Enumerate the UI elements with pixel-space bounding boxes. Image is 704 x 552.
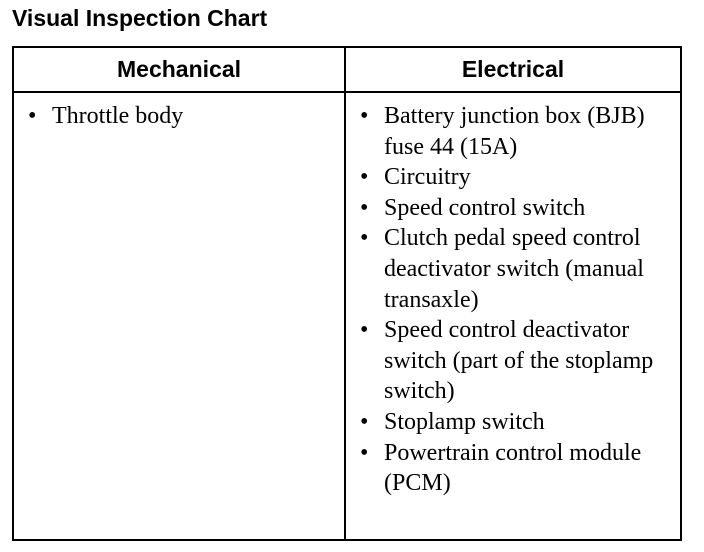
bullet-icon: • <box>360 194 369 221</box>
electrical-list <box>356 101 674 499</box>
list-item <box>356 438 674 499</box>
header-row <box>13 47 681 92</box>
list-item <box>356 407 674 438</box>
item-text: Stoplamp switch <box>384 408 545 435</box>
list-item <box>356 101 674 162</box>
mechanical-header: Mechanical <box>13 47 345 92</box>
bullet-icon: • <box>360 103 369 129</box>
list-item <box>356 193 674 224</box>
bullet-icon: • <box>28 103 37 129</box>
item-text: Speed control deactivator switch (part of the stoplamp switch) <box>384 317 654 405</box>
item-text: Battery junction box (BJB) fuse 44 (15A) <box>384 103 645 160</box>
item-text: Circuitry <box>384 164 471 191</box>
item-text: Powertrain control module (PCM) <box>384 439 642 497</box>
bullet-icon: • <box>360 317 369 344</box>
list-item <box>356 223 674 315</box>
mechanical-cell <box>13 92 345 540</box>
item-text: Clutch pedal speed control deactivator switch (manual transaxle) <box>384 225 644 313</box>
electrical-header: Electrical <box>345 47 681 92</box>
electrical-cell <box>345 92 681 540</box>
mechanical-list <box>24 101 338 132</box>
list-item <box>356 162 674 193</box>
bullet-icon: • <box>360 408 369 435</box>
list-item <box>24 101 338 132</box>
bullet-icon: • <box>360 439 369 466</box>
bullet-icon: • <box>360 164 369 191</box>
item-text: Speed control switch <box>384 194 586 221</box>
chart-title: Visual Inspection Chart <box>12 5 268 31</box>
inspection-table <box>12 46 682 541</box>
content-row <box>13 92 681 540</box>
bullet-icon: • <box>360 225 369 252</box>
list-item <box>356 315 674 407</box>
item-text: Throttle body <box>52 103 184 129</box>
